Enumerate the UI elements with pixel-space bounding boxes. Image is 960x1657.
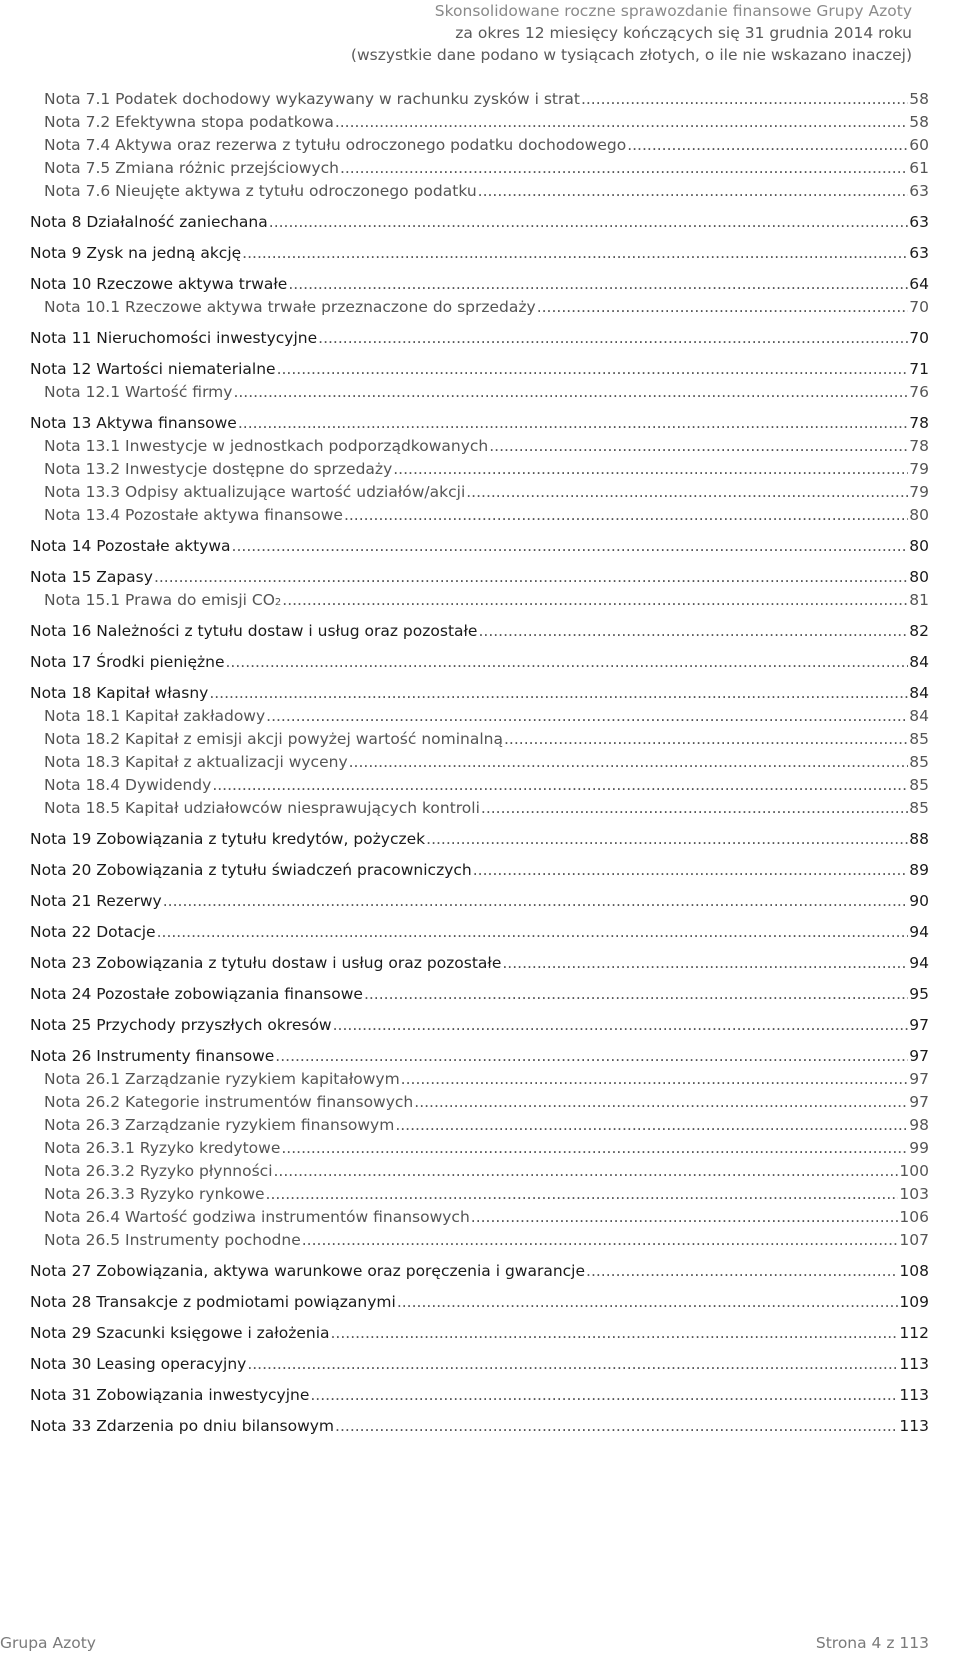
toc-leader-dots	[302, 1229, 899, 1251]
toc-leader-dots	[225, 651, 908, 673]
toc-leader-dots	[277, 358, 909, 380]
toc-entry[interactable]	[30, 157, 929, 179]
toc-entry-page: 80	[909, 506, 929, 524]
toc-leader-dots	[282, 589, 908, 611]
toc-leader-dots	[537, 296, 909, 318]
toc-entry-page: 70	[909, 329, 929, 347]
toc-leader-dots	[586, 1260, 898, 1282]
toc-entry[interactable]	[30, 1322, 929, 1344]
toc-entry[interactable]	[30, 1137, 929, 1159]
toc-leader-dots	[209, 682, 908, 704]
toc-entry-title: Nota 8 Działalność zaniechana	[30, 213, 268, 231]
toc-entry-title: Nota 10 Rzeczowe aktywa trwałe	[30, 275, 288, 293]
toc-leader-dots	[310, 1384, 898, 1406]
toc-entry[interactable]	[30, 952, 929, 974]
toc-entry-title: Nota 26.1 Zarządzanie ryzykiem kapitałowym	[44, 1070, 400, 1088]
toc-leader-dots	[269, 211, 909, 233]
toc-leader-dots	[481, 797, 908, 819]
toc-entry[interactable]	[30, 1068, 929, 1090]
toc-entry-title: Nota 33 Zdarzenia po dniu bilansowym	[30, 1417, 335, 1435]
toc-entry-page: 100	[899, 1162, 929, 1180]
toc-entry-title: Nota 18.3 Kapitał z aktualizacji wyceny	[44, 753, 348, 771]
toc-leader-dots	[340, 157, 908, 179]
toc-entry-title: Nota 20 Zobowiązania z tytułu świadczeń pracowniczych	[30, 861, 472, 879]
toc-entry-page: 89	[909, 861, 929, 879]
toc-entry-title: Nota 16 Należności z tytułu dostaw i usług oraz pozostałe	[30, 622, 478, 640]
toc-leader-dots	[242, 242, 908, 264]
toc-entry-page: 85	[909, 730, 929, 748]
toc-leader-dots	[393, 458, 908, 480]
toc-entry-title: Nota 19 Zobowiązania z tytułu kredytów, pożyczek	[30, 830, 426, 848]
toc-entry-page: 88	[909, 830, 929, 848]
toc-entry[interactable]	[30, 412, 929, 434]
toc-leader-dots	[281, 1137, 908, 1159]
toc-entry-title: Nota 9 Zysk na jedną akcję	[30, 244, 242, 262]
toc-entry[interactable]	[30, 828, 929, 850]
toc-entry[interactable]	[30, 296, 929, 318]
toc-leader-dots	[288, 273, 908, 295]
toc-entry[interactable]	[30, 921, 929, 943]
toc-entry-title: Nota 7.5 Zmiana różnic przejściowych	[44, 159, 339, 177]
toc-entry[interactable]	[30, 705, 929, 727]
toc-leader-dots	[478, 620, 908, 642]
toc-entry-page: 78	[909, 414, 929, 432]
toc-entry[interactable]	[30, 273, 929, 295]
toc-entry-title: Nota 18.5 Kapitał udziałowców niesprawujących kontroli	[44, 799, 480, 817]
toc-entry-page: 109	[899, 1293, 929, 1311]
toc-entry-title: Nota 26.5 Instrumenty pochodne	[44, 1231, 301, 1249]
toc-leader-dots	[364, 983, 908, 1005]
toc-entry[interactable]	[30, 134, 929, 156]
toc-leader-dots	[397, 1291, 899, 1313]
toc-entry-page: 113	[899, 1355, 929, 1373]
toc-entry-title: Nota 18.4 Dywidendy	[44, 776, 212, 794]
toc-entry-page: 90	[909, 892, 929, 910]
toc-entry-page: 103	[899, 1185, 929, 1203]
toc-entry[interactable]	[30, 381, 929, 403]
toc-entry-title: Nota 13.2 Inwestycje dostępne do sprzedaży	[44, 460, 393, 478]
toc-entry[interactable]	[30, 797, 929, 819]
toc-entry-page: 113	[899, 1417, 929, 1435]
document-header	[351, 0, 912, 66]
toc-entry-page: 107	[899, 1231, 929, 1249]
toc-leader-dots	[473, 859, 909, 881]
toc-entry-page: 84	[909, 707, 929, 725]
toc-entry-page: 82	[909, 622, 929, 640]
toc-leader-dots	[471, 1206, 899, 1228]
toc-entry-page: 64	[909, 275, 929, 293]
toc-entry-page: 76	[909, 383, 929, 401]
toc-entry-title: Nota 26.4 Wartość godziwa instrumentów finansowych	[44, 1208, 470, 1226]
toc-entry-title: Nota 18.1 Kapitał zakładowy	[44, 707, 266, 725]
toc-leader-dots	[163, 890, 909, 912]
toc-entry[interactable]: Nota 15.1 Prawa do emisji CO 2 ..... 81	[30, 589, 929, 611]
toc-leader-dots	[233, 381, 908, 403]
toc-entry-page: 97	[909, 1047, 929, 1065]
toc-leader-dots	[401, 1068, 909, 1090]
toc-entry[interactable]	[30, 1014, 929, 1036]
toc-entry-title: Nota 14 Pozostałe aktywa	[30, 537, 231, 555]
toc-leader-dots	[238, 412, 908, 434]
toc-entry-page: 106	[899, 1208, 929, 1226]
toc-entry[interactable]	[30, 651, 929, 673]
toc-entry-page: 81	[909, 591, 929, 609]
document-footer	[0, 1632, 929, 1654]
toc-entry-title: Nota 26.3.2 Ryzyko płynności	[44, 1162, 273, 1180]
toc-entry[interactable]	[30, 88, 929, 110]
toc-entry-page: 94	[909, 954, 929, 972]
toc-entry-title: Nota 26.3 Zarządzanie ryzykiem finansowym	[44, 1116, 395, 1134]
toc-entry[interactable]	[30, 1291, 929, 1313]
toc-entry[interactable]	[30, 1206, 929, 1228]
toc-leader-dots	[502, 952, 908, 974]
toc-entry-title: Nota 7.2 Efektywna stopa podatkowa	[44, 113, 334, 131]
toc-entry[interactable]	[30, 1260, 929, 1282]
toc-entry-page: 97	[909, 1093, 929, 1111]
toc-entry-page: 98	[909, 1116, 929, 1134]
toc-leader-dots	[274, 1160, 899, 1182]
toc-entry[interactable]	[30, 751, 929, 773]
toc-entry-title: Nota 26 Instrumenty finansowe	[30, 1047, 275, 1065]
toc-entry-page: 85	[909, 776, 929, 794]
toc-entry-page: 97	[909, 1070, 929, 1088]
toc-leader-dots	[275, 1045, 908, 1067]
toc-entry-title: Nota 18.2 Kapitał z emisji akcji powyżej wartość nominalną	[44, 730, 503, 748]
toc-entry-page: 78	[909, 437, 929, 455]
toc-entry-page: 63	[909, 213, 929, 231]
toc-entry-title: Nota 24 Pozostałe zobowiązania finansowe	[30, 985, 363, 1003]
toc-entry[interactable]	[30, 728, 929, 750]
toc-entry[interactable]	[30, 504, 929, 526]
toc-leader-dots	[426, 828, 908, 850]
toc-entry-page: 95	[909, 985, 929, 1003]
toc-entry[interactable]	[30, 620, 929, 642]
toc-entry-page: 97	[909, 1016, 929, 1034]
toc-entry-page: 58	[909, 90, 929, 108]
toc-entry[interactable]	[30, 458, 929, 480]
toc-entry[interactable]	[30, 1415, 929, 1437]
toc-entry-title: Nota 31 Zobowiązania inwestycyjne	[30, 1386, 310, 1404]
toc-entry-page: 80	[909, 568, 929, 586]
toc-leader-dots	[247, 1353, 898, 1375]
toc-entry[interactable]	[30, 1091, 929, 1113]
toc-entry[interactable]	[30, 1353, 929, 1375]
toc-leader-dots	[349, 751, 909, 773]
toc-leader-dots	[318, 327, 908, 349]
toc-entry[interactable]	[30, 859, 929, 881]
toc-entry-title: Nota 29 Szacunki księgowe i założenia	[30, 1324, 330, 1342]
toc-entry-title: Nota 22 Dotacje	[30, 923, 156, 941]
toc-entry-title: Nota 15.1 Prawa do emisji CO	[44, 591, 275, 609]
toc-entry-page: 70	[909, 298, 929, 316]
toc-entry-title: Nota 26.3.1 Ryzyko kredytowe	[44, 1139, 281, 1157]
footer-page-number: Strona 4 z 113	[815, 1634, 929, 1652]
toc-leader-dots	[504, 728, 908, 750]
toc-entry-page: 99	[909, 1139, 929, 1157]
toc-entry[interactable]	[30, 111, 929, 133]
toc-entry-page: 63	[909, 244, 929, 262]
toc-entry[interactable]	[30, 358, 929, 380]
header-period: za okres 12 miesięcy kończących się 31 grudnia 2014 roku	[455, 24, 912, 42]
toc-leader-dots	[344, 504, 908, 526]
toc-leader-dots	[335, 111, 908, 133]
toc-entry-title: Nota 25 Przychody przyszłych okresów	[30, 1016, 332, 1034]
toc-leader-dots	[466, 481, 908, 503]
toc-entry-page: 80	[909, 537, 929, 555]
toc-entry-title: Nota 21 Rezerwy	[30, 892, 162, 910]
toc-entry[interactable]	[30, 180, 929, 202]
toc-entry[interactable]	[30, 682, 929, 704]
toc-entry[interactable]	[30, 211, 929, 233]
toc-entry-page: 94	[909, 923, 929, 941]
toc-entry-title: Nota 12.1 Wartość firmy	[44, 383, 233, 401]
toc-leader-dots	[154, 566, 908, 588]
toc-entry-page: 60	[909, 136, 929, 154]
toc-entry-page: 61	[909, 159, 929, 177]
toc-entry[interactable]	[30, 1384, 929, 1406]
toc-entry[interactable]	[30, 890, 929, 912]
toc-entry-title: Nota 10.1 Rzeczowe aktywa trwałe przeznaczone do sprzedaży	[44, 298, 536, 316]
toc-leader-dots	[331, 1322, 899, 1344]
toc-leader-dots	[414, 1091, 908, 1113]
toc-entry-page: 84	[909, 653, 929, 671]
toc-entry-page: 85	[909, 753, 929, 771]
toc-entry-page: 79	[909, 483, 929, 501]
toc-leader-dots	[478, 180, 909, 202]
toc-entry-title: Nota 13.3 Odpisy aktualizujące wartość udziałów/akcji	[44, 483, 466, 501]
toc-entry-title: Nota 7.1 Podatek dochodowy wykazywany w rachunku zysków i strat	[44, 90, 580, 108]
toc-entry[interactable]	[30, 435, 929, 457]
toc-entry[interactable]	[30, 566, 929, 588]
toc-entry-title: Nota 23 Zobowiązania z tytułu dostaw i usług oraz pozostałe	[30, 954, 502, 972]
toc-entry-title: Nota 7.4 Aktywa oraz rezerwa z tytułu odroczonego podatku dochodowego	[44, 136, 627, 154]
toc-entry-title: Nota 15 Zapasy	[30, 568, 153, 586]
toc-entry-page: 79	[909, 460, 929, 478]
toc-entry-title: Nota 13.4 Pozostałe aktywa finansowe	[44, 506, 343, 524]
toc-entry-page: 108	[899, 1262, 929, 1280]
toc-leader-dots	[232, 535, 909, 557]
toc-entry[interactable]	[30, 481, 929, 503]
toc-entry-title: Nota 13.1 Inwestycje w jednostkach podporządkowanych	[44, 437, 489, 455]
toc-entry[interactable]	[30, 242, 929, 264]
toc-entry-title: Nota 27 Zobowiązania, aktywa warunkowe oraz poręczenia i gwarancje	[30, 1262, 586, 1280]
toc-leader-dots	[212, 774, 908, 796]
toc-entry-page: 113	[899, 1386, 929, 1404]
toc-entry[interactable]	[30, 774, 929, 796]
toc-entry-page: 112	[899, 1324, 929, 1342]
toc-entry[interactable]	[30, 983, 929, 1005]
toc-leader-dots	[157, 921, 909, 943]
toc-leader-dots	[335, 1415, 898, 1437]
toc-entry-title: Nota 17 Środki pieniężne	[30, 653, 225, 671]
toc-entry-title: Nota 11 Nieruchomości inwestycyjne	[30, 329, 318, 347]
toc-entry[interactable]	[30, 1183, 929, 1205]
toc-leader-dots	[266, 1183, 899, 1205]
toc-entry-title: Nota 26.2 Kategorie instrumentów finansowych	[44, 1093, 414, 1111]
toc-leader-dots	[489, 435, 908, 457]
header-title: Skonsolidowane roczne sprawozdanie finansowe Grupy Azoty	[434, 2, 912, 20]
toc-leader-dots	[581, 88, 908, 110]
toc-entry[interactable]	[30, 1160, 929, 1182]
toc-leader-dots	[395, 1114, 908, 1136]
toc-entry-title: Nota 30 Leasing operacyjny	[30, 1355, 247, 1373]
toc-entry-page: 58	[909, 113, 929, 131]
toc-entry-title: Nota 13 Aktywa finansowe	[30, 414, 237, 432]
toc-entry-page: 85	[909, 799, 929, 817]
toc-entry[interactable]	[30, 1045, 929, 1067]
toc-entry-title: Nota 7.6 Nieujęte aktywa z tytułu odroczonego podatku	[44, 182, 477, 200]
toc-entry[interactable]	[30, 1229, 929, 1251]
toc-entry-page: 84	[909, 684, 929, 702]
footer-company: Grupa Azoty	[0, 1634, 96, 1652]
toc-entry[interactable]	[30, 1114, 929, 1136]
toc-entry-page: 63	[909, 182, 929, 200]
toc-entry-page: 71	[909, 360, 929, 378]
toc-leader-dots	[627, 134, 908, 156]
toc-entry-title: Nota 28 Transakcje z podmiotami powiązanymi	[30, 1293, 396, 1311]
toc-entry[interactable]	[30, 327, 929, 349]
toc-leader-dots	[266, 705, 908, 727]
toc-entry[interactable]	[30, 535, 929, 557]
toc-entry-title: Nota 18 Kapitał własny	[30, 684, 209, 702]
toc-leader-dots	[333, 1014, 909, 1036]
toc-entry-title: Nota 26.3.3 Ryzyko rynkowe	[44, 1185, 265, 1203]
header-note: (wszystkie dane podano w tysiącach złotych, o ile nie wskazano inaczej)	[350, 46, 912, 64]
toc-entry-title: Nota 12 Wartości niematerialne	[30, 360, 276, 378]
